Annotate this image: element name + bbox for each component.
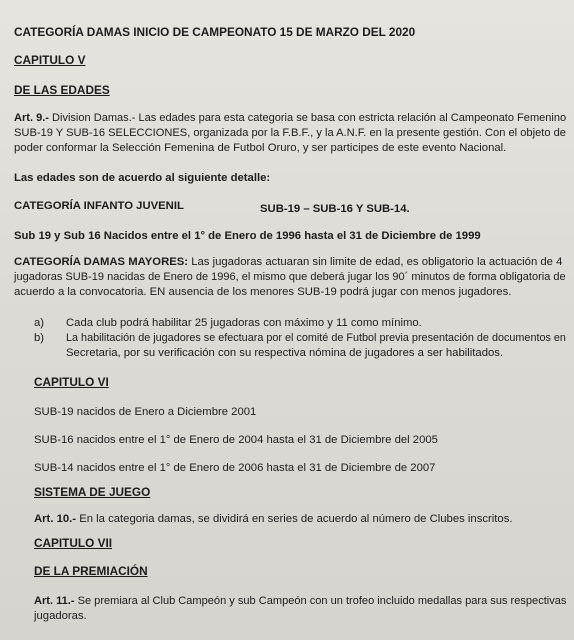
premiacion-heading: DE LA PREMIACIÓN [34,564,148,578]
article-10-text: En la categoria damas, se dividirá en series de acuerdo al número de Clubes inscritos. [76,513,513,525]
sub19-line: SUB-19 nacidos de Enero a Diciembre 2001 [34,406,257,418]
sistema-heading: SISTEMA DE JUEGO [34,485,151,499]
article-11-line-1 [34,595,566,608]
chapter-5-heading: CAPITULO V [14,53,86,67]
article-9-text-1: Division Damas.- Las edades para esta categoria se basa con estricta relación al Campeonato Femenino [48,112,567,124]
article-9-line-3: poder conformar la Selección Femenina de Futbol Oruro, y ser participes de este evento Nacional. [14,142,507,154]
sub16-line: SUB-16 nacidos entre el 1° de Enero de 2004 hasta el 31 de Diciembre del 2005 [34,434,438,446]
infanto-label: CATEGORÍA INFANTO JUVENIL [14,200,184,212]
list-item-a-marker: a) [34,317,45,329]
list-item-b-text-2: Secretaria, por su verificación con su respectiva nómina de jugadores a ser habilitados. [66,347,504,359]
nacidos-line: Sub 19 y Sub 16 Nacidos entre el 1° de Enero de 1996 hasta el 31 de Diciembre de 1999 [14,230,481,242]
mayores-line-2: jugadoras SUB-19 nacidas de Enero de 1996, el mismo que deberá jugar los 90´ minutos de forma obligatoria de [14,271,566,283]
document-title: CATEGORÍA DAMAS INICIO DE CAMPEONATO 15 DE MARZO DEL 2020 [14,25,416,39]
edades-heading: DE LAS EDADES [14,83,110,97]
mayores-text-1: Las jugadoras actuaran sin limite de edad, es obligatorio la actuación de 4 [188,256,563,268]
mayores-line-3: acuerdo a la convocatoria. EN ausencia de los menores SUB-19 podrá jugar con menos jugadores. [14,286,512,298]
article-11-label: Art. 11.- [34,595,75,607]
list-item-b-marker: b) [34,332,45,344]
sub14-line: SUB-14 nacidos entre el 1° de Enero de 2006 hasta el 31 de Diciembre de 2007 [34,462,436,474]
article-9-line-2: SUB-19 Y SUB-16 SELECCIONES, organizada por la F.B.F., y la A.N.F. en la presente gestión. Con el objeto de [14,127,566,139]
edades-intro: Las edades son de acuerdo al siguiente detalle: [14,172,271,184]
list-item-a-text: Cada club podrá habilitar 25 jugadoras con máximo y 11 como mínimo. [66,317,422,329]
infanto-value: SUB-19 – SUB-16 Y SUB-14. [260,203,410,215]
article-9-line-1 [14,112,566,125]
chapter-7-heading: CAPITULO VII [34,536,112,550]
mayores-line-1 [14,256,562,269]
article-10-line [34,513,512,526]
article-11-text-1: Se premiara al Club Campeón y sub Campeón con un trofeo incluido medallas para sus respectivas [74,595,567,607]
article-10-label: Art. 10.- [34,513,77,525]
chapter-6-heading: CAPITULO VI [34,375,109,389]
article-9-label: Art. 9.- [14,112,49,124]
mayores-label: CATEGORÍA DAMAS MAYORES: [14,256,189,268]
article-11-line-2: jugadoras. [34,610,87,622]
list-item-b-text-1: La habilitación de jugadores se efectuara por el comité de Futbol previa presentación de documentos en [66,332,566,344]
